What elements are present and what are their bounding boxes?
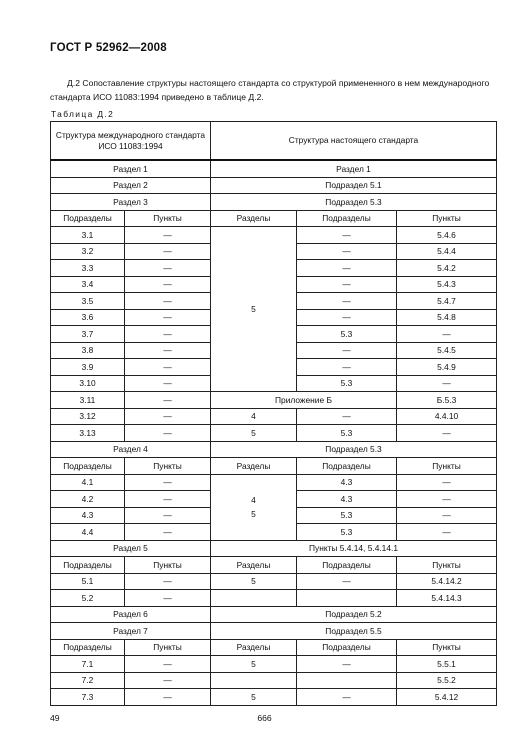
table-cell: —: [297, 293, 397, 310]
table-cell: —: [125, 359, 211, 376]
table-cell: 3.1: [51, 227, 125, 244]
column-header-cell: Разделы: [211, 557, 297, 574]
column-header-cell: Пункты: [125, 210, 211, 227]
table-cell: 5: [211, 689, 297, 706]
document-header: ГОСТ Р 52962—2008: [50, 42, 167, 54]
section-cell: Раздел 2: [51, 177, 211, 194]
table-cell: 3.7: [51, 326, 125, 343]
column-header-cell: Пункты: [397, 458, 497, 475]
table-cell: 5.4.3: [397, 276, 497, 293]
table-cell: —: [125, 408, 211, 425]
column-header-cell: Подразделы: [51, 639, 125, 656]
section-cell: Подраздел 5.3: [211, 194, 497, 211]
table-cell: —: [125, 672, 211, 689]
table-row: [51, 639, 497, 656]
table-cell: —: [125, 260, 211, 277]
table-cell: 7.3: [51, 689, 125, 706]
column-header-cell: Подразделы: [51, 557, 125, 574]
table-row: [51, 590, 497, 607]
table-cell: —: [397, 474, 497, 491]
table-cell: —: [397, 326, 497, 343]
section-cell: Раздел 4: [51, 441, 211, 458]
table-cell: 5: [211, 425, 297, 442]
table-cell: —: [125, 425, 211, 442]
table-cell: 5.4.14.2: [397, 573, 497, 590]
table-row: [51, 177, 497, 194]
section-cell: Раздел 5: [51, 540, 211, 557]
head-national: Структура настоящего стандарта: [211, 122, 497, 161]
table-row: [51, 227, 497, 244]
table-cell: —: [297, 408, 397, 425]
table-cell: 5.4.12: [397, 689, 497, 706]
table-row: [51, 194, 497, 211]
comparison-table-wrapper: [50, 121, 496, 706]
column-header-cell: Разделы: [211, 639, 297, 656]
head-international: Структура международного стандарта ИСО 11083:1994: [51, 122, 211, 161]
column-header-cell: Подразделы: [297, 210, 397, 227]
table-cell: 4.3: [51, 507, 125, 524]
table-cell: 5.3: [297, 507, 397, 524]
table-cell: [211, 590, 297, 607]
table-row: [51, 623, 497, 640]
table-row: [51, 210, 497, 227]
table-cell: 5.4.4: [397, 243, 497, 260]
column-header-cell: Подразделы: [297, 639, 397, 656]
section-cell: Пункты 5.4.14, 5.4.14.1: [211, 540, 497, 557]
table-cell: —: [297, 342, 397, 359]
column-header-cell: Подразделы: [51, 210, 125, 227]
section-cell: Раздел 6: [51, 606, 211, 623]
table-cell: —: [125, 507, 211, 524]
column-header-cell: Разделы: [211, 210, 297, 227]
table-cell: 4.4.10: [397, 408, 497, 425]
column-header-cell: Пункты: [397, 639, 497, 656]
table-cell: 3.5: [51, 293, 125, 310]
table-row: [51, 689, 497, 706]
table-cell: 3.12: [51, 408, 125, 425]
table-cell: 4.3: [297, 491, 397, 508]
table-cell: [297, 590, 397, 607]
column-header-cell: Пункты: [397, 557, 497, 574]
merged-section-cell: [211, 227, 297, 392]
section-cell: Раздел 1: [211, 160, 497, 177]
table-row: [51, 474, 497, 491]
merged-section-value: 5: [251, 304, 256, 314]
table-cell: —: [397, 524, 497, 541]
table-row: [51, 656, 497, 673]
table-cell: —: [297, 573, 397, 590]
table-cell: 5: [211, 656, 297, 673]
column-header-cell: Подразделы: [297, 458, 397, 475]
column-header-cell: Пункты: [397, 210, 497, 227]
table-cell: —: [125, 375, 211, 392]
table-row: [51, 425, 497, 442]
table-cell: 3.3: [51, 260, 125, 277]
table-cell: —: [125, 573, 211, 590]
table-cell: 5.4.9: [397, 359, 497, 376]
table-cell: 5.4.8: [397, 309, 497, 326]
table-row: [51, 540, 497, 557]
column-header-cell: Подразделы: [297, 557, 397, 574]
table-cell: 3.9: [51, 359, 125, 376]
table-cell: 5.4.2: [397, 260, 497, 277]
table-cell: 4.2: [51, 491, 125, 508]
table-cell: 5: [211, 573, 297, 590]
table-cell: Б.5.3: [397, 392, 497, 409]
table-row: [51, 672, 497, 689]
table-cell: 4.1: [51, 474, 125, 491]
table-cell: —: [125, 342, 211, 359]
table-row: [51, 392, 497, 409]
table-cell: 3.4: [51, 276, 125, 293]
table-cell: 5.4.5: [397, 342, 497, 359]
table-cell: 5.3: [297, 524, 397, 541]
table-caption: Таблица Д.2: [51, 109, 115, 119]
table-cell: —: [297, 359, 397, 376]
column-header-cell: Пункты: [125, 458, 211, 475]
table-cell: —: [125, 392, 211, 409]
comparison-table: [50, 121, 497, 706]
table-cell: —: [125, 474, 211, 491]
table-cell: —: [125, 326, 211, 343]
section-cell: Подраздел 5.2: [211, 606, 497, 623]
table-cell: 3.10: [51, 375, 125, 392]
table-cell: 3.8: [51, 342, 125, 359]
column-header-cell: Пункты: [125, 557, 211, 574]
table-cell: 5.3: [297, 375, 397, 392]
table-cell: 4: [211, 408, 297, 425]
table-cell: —: [125, 227, 211, 244]
table-cell: 3.13: [51, 425, 125, 442]
table-cell: —: [297, 689, 397, 706]
table-cell: —: [397, 491, 497, 508]
annex-cell: Приложение Б: [211, 392, 397, 409]
table-cell: —: [397, 507, 497, 524]
table-cell: 5.4.7: [397, 293, 497, 310]
table-cell: —: [297, 309, 397, 326]
table-row: [51, 606, 497, 623]
table-cell: —: [397, 375, 497, 392]
table-head-row: [51, 122, 497, 161]
table-cell: 7.2: [51, 672, 125, 689]
table-cell: —: [125, 276, 211, 293]
table-cell: 5.5.2: [397, 672, 497, 689]
table-cell: —: [297, 243, 397, 260]
table-row: [51, 573, 497, 590]
table-row: [51, 441, 497, 458]
page-number-center: 666: [257, 713, 272, 723]
table-cell: [211, 672, 297, 689]
table-cell: 3.11: [51, 392, 125, 409]
table-cell: —: [125, 590, 211, 607]
table-cell: [297, 672, 397, 689]
table-cell: —: [125, 243, 211, 260]
table-cell: 5.4.6: [397, 227, 497, 244]
section-cell: Раздел 1: [51, 160, 211, 177]
table-cell: —: [125, 689, 211, 706]
table-cell: —: [297, 276, 397, 293]
table-cell: 5.1: [51, 573, 125, 590]
merged-section-value: 4: [251, 495, 256, 505]
table-row: [51, 160, 497, 177]
table-cell: 7.1: [51, 656, 125, 673]
column-header-cell: Подразделы: [51, 458, 125, 475]
section-cell: Раздел 3: [51, 194, 211, 211]
table-cell: —: [297, 227, 397, 244]
table-row: [51, 557, 497, 574]
section-cell: Раздел 7: [51, 623, 211, 640]
table-cell: —: [297, 656, 397, 673]
table-row: [51, 408, 497, 425]
table-cell: —: [297, 260, 397, 277]
table-cell: 5.2: [51, 590, 125, 607]
table-cell: 3.6: [51, 309, 125, 326]
section-cell: Подраздел 5.3: [211, 441, 497, 458]
merged-section-cell: [211, 474, 297, 540]
table-cell: —: [125, 491, 211, 508]
table-cell: 5.4.14.3: [397, 590, 497, 607]
page-number-left: 49: [50, 713, 60, 723]
table-row: [51, 458, 497, 475]
table-cell: —: [397, 425, 497, 442]
column-header-cell: Пункты: [125, 639, 211, 656]
table-cell: 5.3: [297, 326, 397, 343]
table-cell: —: [125, 293, 211, 310]
table-cell: 5.5.1: [397, 656, 497, 673]
section-cell: Подраздел 5.5: [211, 623, 497, 640]
column-header-cell: Разделы: [211, 458, 297, 475]
table-cell: 4.4: [51, 524, 125, 541]
table-cell: 4.3: [297, 474, 397, 491]
table-cell: 5.3: [297, 425, 397, 442]
table-cell: —: [125, 656, 211, 673]
table-cell: —: [125, 309, 211, 326]
merged-section-value: 5: [251, 509, 256, 519]
intro-paragraph: Д.2 Сопоставление структуры настоящего стандарта со структурой примененного в нем международного стандарта ИСО 11083:1994 приведено в таблице Д.2.: [50, 78, 490, 102]
section-cell: Подраздел 5.1: [211, 177, 497, 194]
table-cell: 3.2: [51, 243, 125, 260]
table-cell: —: [125, 524, 211, 541]
